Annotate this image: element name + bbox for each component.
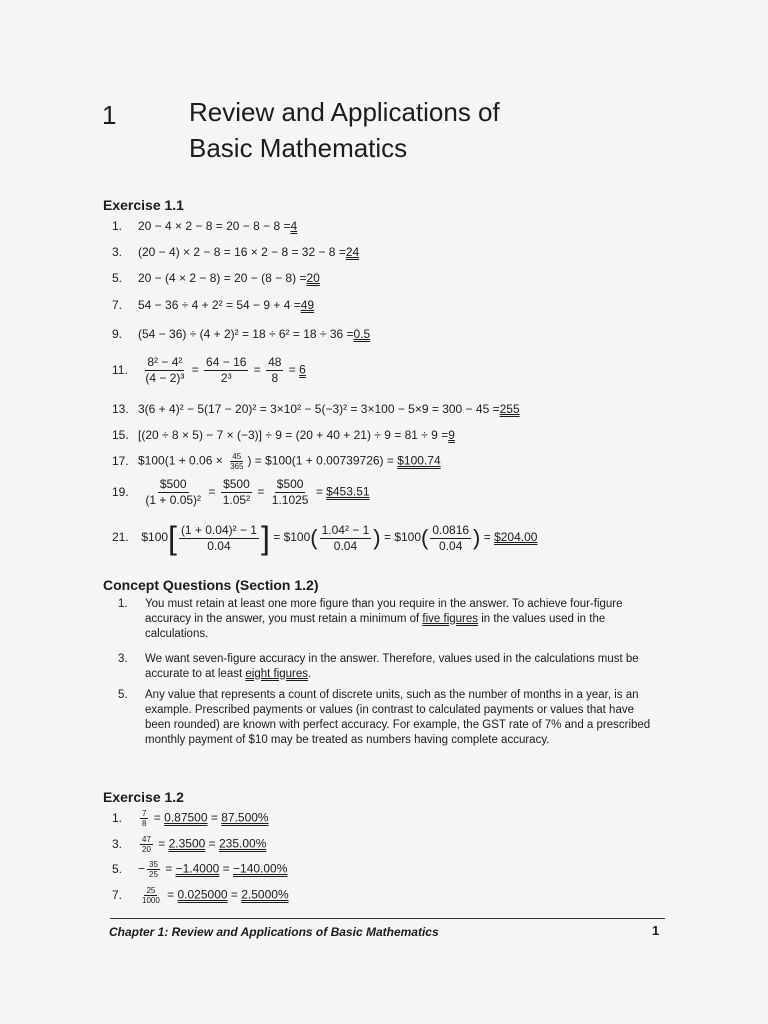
exercise-item-17 xyxy=(112,452,441,471)
heading-text: Concept Questions xyxy=(103,577,232,593)
item-answer: 24 xyxy=(345,245,360,259)
left-paren: ( xyxy=(421,525,429,550)
fraction xyxy=(143,477,203,508)
chapter-title-line-2: Basic Mathematics xyxy=(189,133,408,163)
item-expression: 20 − 4 × 2 − 8 = 20 − 8 − 8 = xyxy=(138,219,291,233)
concept-questions-heading xyxy=(103,577,319,593)
denominator: 2³ xyxy=(220,371,232,385)
numerator: 1.04² − 1 xyxy=(321,522,370,537)
item-expression: 20 − (4 × 2 − 8) = 20 − (8 − 8) = xyxy=(138,271,307,285)
chapter-number: 1 xyxy=(102,100,117,130)
concept-question-3 xyxy=(118,652,658,682)
numerator: 47 xyxy=(142,835,151,844)
item-number: 3. xyxy=(112,245,123,259)
item-answer: $453.51 xyxy=(326,484,370,499)
percent-answer: 87.500% xyxy=(221,810,269,825)
item-expression: 3(6 + 4)² − 5(17 − 20)² = 3×10² − 5(−3)² = 3×100 − 5×9 = 300 − 45 = xyxy=(138,402,500,416)
exercise-1-2-heading: Exercise 1.2 xyxy=(103,789,184,805)
denominator: 1.1025 xyxy=(271,493,309,507)
decimal-answer: 0.025000 xyxy=(177,887,228,902)
denominator: 8 xyxy=(142,819,147,828)
fraction xyxy=(320,523,372,554)
numerator: $500 xyxy=(223,477,250,491)
denominator: 8 xyxy=(271,371,279,385)
item-number: 13. xyxy=(112,402,129,416)
item-number: 17. xyxy=(112,453,129,468)
text: in the values used in the calculations. xyxy=(145,613,606,640)
fraction xyxy=(266,355,283,386)
item-number: 3. xyxy=(118,653,128,665)
fraction xyxy=(143,355,186,386)
item-answer: 255 xyxy=(499,402,520,416)
item-text xyxy=(145,688,658,748)
item-number: 19. xyxy=(112,484,129,499)
exercise-item-13 xyxy=(112,402,520,416)
concept-question-5 xyxy=(118,688,658,748)
text: . xyxy=(308,668,312,680)
numerator: (1 + 0.04)² − 1 xyxy=(180,522,257,537)
small-fraction xyxy=(228,452,245,471)
denominator: 0.04 xyxy=(333,538,358,553)
section-reference: (Section 1.2) xyxy=(235,577,319,593)
percent-answer: 235.00% xyxy=(218,836,267,851)
exercise-item-3 xyxy=(112,245,359,259)
item-expression: (54 − 36) ÷ (4 + 2)² = 18 ÷ 6² = 18 ÷ 36 = xyxy=(138,327,354,341)
left-paren: ( xyxy=(310,525,318,550)
item-answer: 49 xyxy=(300,298,315,312)
exercise-item-5 xyxy=(112,271,320,285)
exercise-item-15 xyxy=(112,428,455,442)
denominator: 20 xyxy=(142,845,151,854)
item-answer: 9 xyxy=(448,428,455,442)
denominator: 1000 xyxy=(142,896,160,905)
exercise-item-9 xyxy=(112,327,370,341)
item-text xyxy=(145,597,658,642)
exercise-1-2-item-1: 1. $\frac{7}{8}$ = 0.87500 = 87.500% xyxy=(112,809,269,828)
numerator: 64 − 16 xyxy=(206,355,247,369)
item-number: 1. xyxy=(118,598,128,610)
left-bracket: [ xyxy=(168,520,177,556)
numerator: 7 xyxy=(142,809,147,818)
text: Any value that represents a count of discrete units, such as the number of months in a year, is an example. Prescribed payments or values (in contrast to calculated payments or values that have been rounded) are known with perfect accuracy. For example, the GST rate of 7% and a prescribed monthly payment of $10 may be treated as numbers having complete accuracy. xyxy=(145,689,651,746)
right-paren: ) xyxy=(373,525,381,550)
fraction xyxy=(430,523,471,554)
item-number: 1. xyxy=(112,810,123,825)
item-expression: (20 − 4) × 2 − 8 = 16 × 2 − 8 = 32 − 8 = xyxy=(138,245,346,259)
denominator: 0.04 xyxy=(439,538,463,553)
item-expression-start: $100(1 + 0.06 × xyxy=(138,453,227,468)
item-number: 15. xyxy=(112,428,129,442)
item-number: 5. xyxy=(112,271,123,285)
chapter-title-line-1: Review and Applications of xyxy=(189,97,500,127)
item-number: 5. xyxy=(118,689,128,701)
exercise-1-2-item-5: 5. − $\frac{35}{25}$ = −1.4000 = −140.00% xyxy=(112,860,288,879)
exercise-1-1-heading: Exercise 1.1 xyxy=(103,197,184,213)
decimal-answer: 2.3500 xyxy=(168,836,206,851)
denominator: 25 xyxy=(149,870,158,879)
denominator: 365 xyxy=(230,462,244,471)
item-number: 7. xyxy=(112,887,123,902)
item-number: 21. xyxy=(112,530,129,545)
denominator: 1.05² xyxy=(222,493,251,507)
exercise-item-1 xyxy=(112,219,297,233)
fraction xyxy=(270,477,311,508)
emphasis: five figures xyxy=(422,613,479,625)
item-number: 5. xyxy=(112,861,123,876)
numerator: 35 xyxy=(149,860,158,869)
percent-answer: −140.00% xyxy=(233,861,288,876)
footer-divider xyxy=(110,918,665,919)
right-paren: ) xyxy=(473,525,481,550)
item-answer: 4 xyxy=(290,219,298,233)
small-fraction xyxy=(140,886,162,905)
item-answer: $100.74 xyxy=(397,453,441,468)
denominator: (1 + 0.05)² xyxy=(145,493,202,507)
numerator: 25 xyxy=(146,886,156,895)
exercise-1-2-item-7: 7. $\frac{25}{1000}$ = 0.025000 = 2.5000% xyxy=(112,886,289,905)
decimal-answer: 0.87500 xyxy=(164,810,208,825)
sign: − xyxy=(138,861,146,876)
numerator: $500 xyxy=(159,477,187,491)
exercise-item-7 xyxy=(112,298,314,312)
item-answer: $204.00 xyxy=(494,530,538,545)
item-expression: [(20 ÷ 8 × 5) − 7 × (−3)] ÷ 9 = (20 + 40 + 21) ÷ 9 = 81 ÷ 9 = xyxy=(138,428,449,442)
item-answer: 20 xyxy=(306,271,320,285)
amount: $100 xyxy=(394,530,422,545)
item-number: 11. xyxy=(112,362,128,377)
item-number: 7. xyxy=(112,298,123,312)
numerator: 48 xyxy=(268,355,282,369)
small-fraction xyxy=(140,809,148,828)
chapter-title xyxy=(189,94,500,166)
page-number: 1 xyxy=(652,923,660,938)
concept-question-1 xyxy=(118,597,658,642)
exercise-item-21: 21. $100[ $\frac{\text{(1 + 0.04)² − 1}}{0.04}$ ] = $100( $\frac{\text{1.04² − 1}}{0.04}$ ) = $100( $\frac{0.0816}{0.04}$ ) = $204.00 xyxy=(112,520,538,556)
right-bracket: ] xyxy=(260,520,270,556)
item-answer: 0.5 xyxy=(353,327,371,341)
item-answer: 6 xyxy=(299,362,306,377)
numerator: $500 xyxy=(276,477,304,491)
fraction xyxy=(179,523,259,554)
item-number: 9. xyxy=(112,327,123,341)
exercise-1-2-item-3: 3. $\frac{47}{20}$ = 2.3500 = 235.00% xyxy=(112,835,267,854)
item-expression-end: ) = $100(1 + 0.00739726) = xyxy=(247,453,398,468)
item-number: 3. xyxy=(112,836,123,851)
item-expression: 54 − 36 ÷ 4 + 2² = 54 − 9 + 4 = xyxy=(138,298,301,312)
amount: $100 xyxy=(141,530,169,545)
exercise-item-11: 11. $\frac{\text{8² − 4²}}{\text{(4 − 2)³}}$ = $\frac{64 - 16}{\text{2³}}$ = $\frac{48}{8}$ = 6 xyxy=(112,355,306,385)
exercise-item-19: 19. $\frac{\$500}{\text{(1 + 0.05)²}}$ = $\frac{\$500}{\text{1.05²}}$ = $\frac{\$500}{1.1025}$ = $453.51 xyxy=(112,477,370,507)
numerator: 45 xyxy=(232,452,242,461)
denominator: (4 − 2)³ xyxy=(145,371,185,385)
denominator: 0.04 xyxy=(207,538,231,553)
footer-chapter-title: Chapter 1: Review and Applications of Basic Mathematics xyxy=(109,925,439,939)
percent-answer: 2.5000% xyxy=(241,887,289,902)
numerator: 8² − 4² xyxy=(147,355,183,369)
emphasis: eight figures xyxy=(245,668,309,680)
decimal-answer: −1.4000 xyxy=(175,861,220,876)
small-fraction xyxy=(140,835,153,854)
fraction xyxy=(221,477,252,508)
item-number: 1. xyxy=(112,219,123,233)
numerator: 0.0816 xyxy=(432,522,470,537)
fraction xyxy=(204,355,248,386)
text: We want seven-figure accuracy in the answer. Therefore, values used in the calculations must be accurate to at least xyxy=(145,653,639,680)
small-fraction xyxy=(147,860,160,879)
amount: $100 xyxy=(283,530,311,545)
item-text xyxy=(145,652,658,682)
text: You must retain at least one more figure than you require in the answer. To achieve four-figure accuracy in the answer, you must retain a minimum of xyxy=(145,598,623,625)
